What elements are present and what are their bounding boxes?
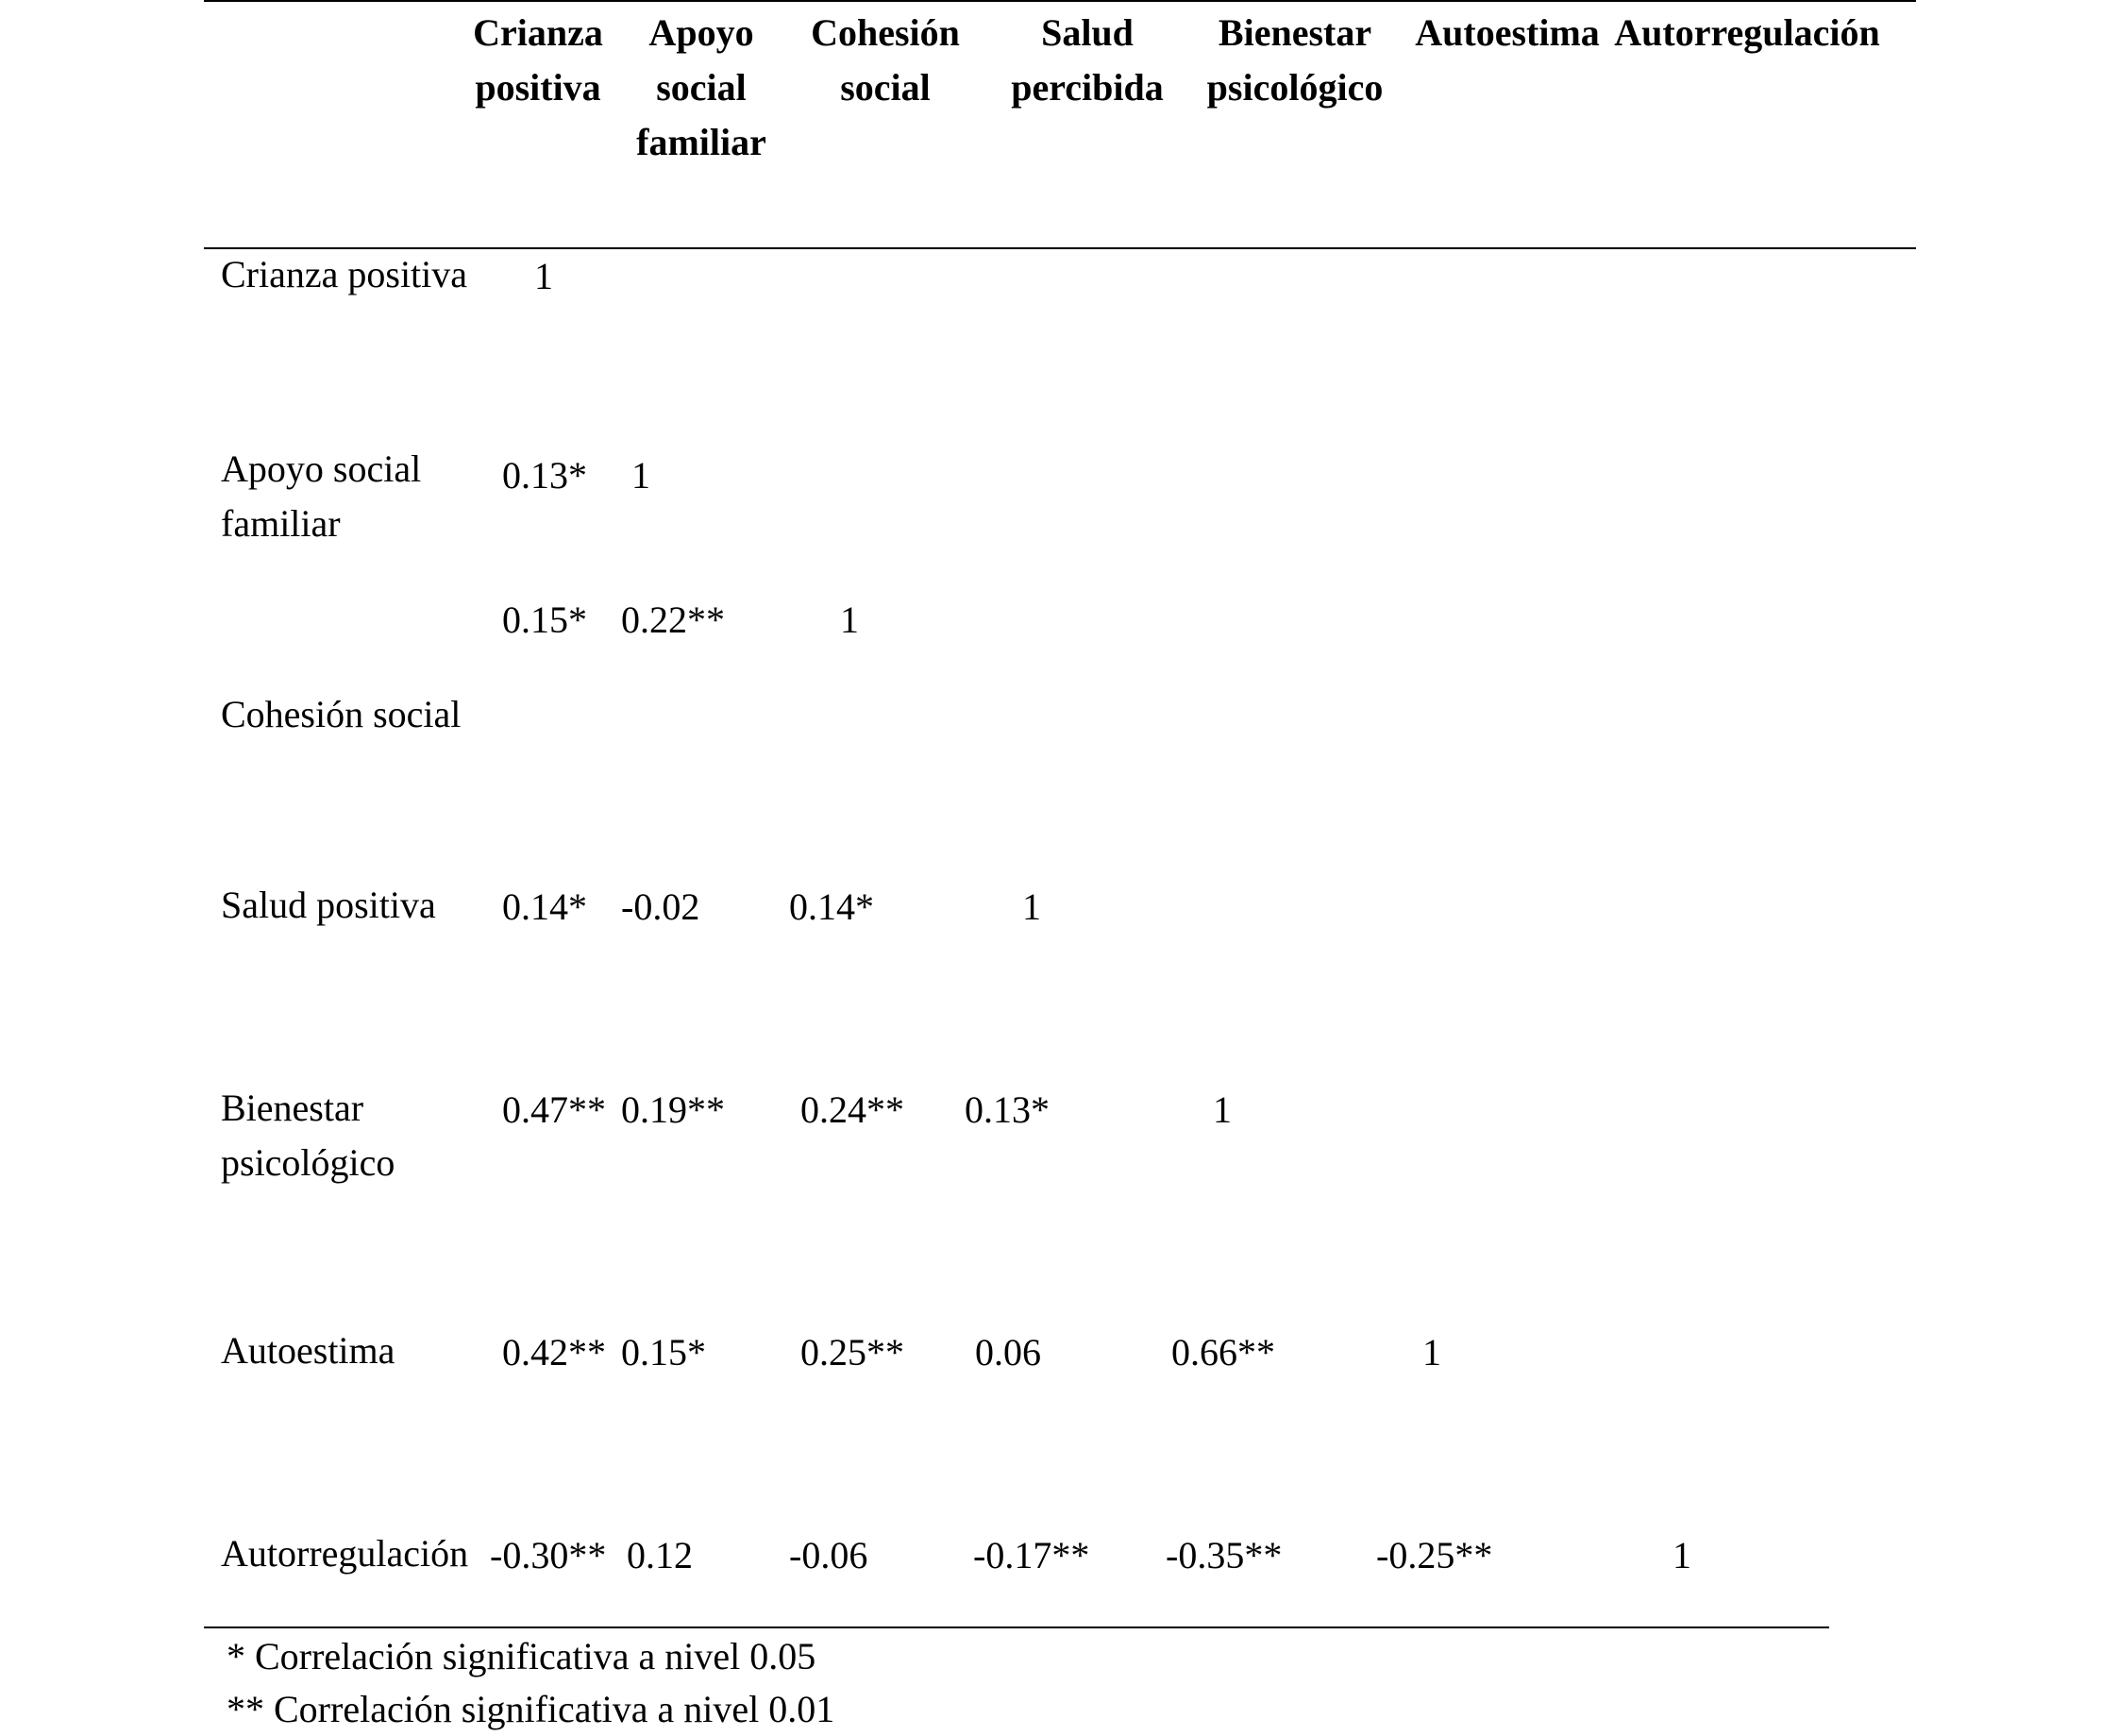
row-label-apoyo-social-familiar: Apoyo social familiar xyxy=(221,447,422,545)
table-cell: 0.15* xyxy=(621,1331,706,1374)
column-header-cohesion-social: Cohesión social xyxy=(811,11,960,109)
table-cell: 1 xyxy=(1422,1331,1441,1374)
row-label-autorregulacion: Autorregulación xyxy=(221,1532,469,1575)
footnote-significance-005: * Correlación significativa a nivel 0.05 xyxy=(227,1635,816,1677)
row-label-salud-positiva: Salud positiva xyxy=(221,884,436,926)
table-cell: 1 xyxy=(1213,1088,1232,1131)
table-cell: -0.17** xyxy=(973,1534,1090,1576)
table-cell: 0.14* xyxy=(502,885,587,928)
table-top-rule xyxy=(204,0,1916,2)
column-header-crianza-positiva: Crianza positiva xyxy=(473,11,603,109)
table-cell: -0.30** xyxy=(490,1534,607,1576)
table-cell: 0.13* xyxy=(965,1088,1050,1131)
row-label-crianza-positiva: Crianza positiva xyxy=(221,253,468,295)
table-cell: -0.35** xyxy=(1166,1534,1283,1576)
table-cell: 0.22** xyxy=(621,598,725,641)
table-cell: 0.15* xyxy=(502,598,587,641)
footnote-significance-001: ** Correlación significativa a nivel 0.01 xyxy=(227,1688,835,1730)
column-header-apoyo-social-familiar: Apoyo social familiar xyxy=(636,11,766,163)
table-cell: 0.47** xyxy=(502,1088,606,1131)
table-cell: 0.24** xyxy=(800,1088,904,1131)
row-label-bienestar-psicologico: Bienestar psicológico xyxy=(221,1087,395,1184)
column-header-autoestima: Autoestima xyxy=(1415,11,1600,54)
table-bottom-rule xyxy=(204,1626,1829,1628)
column-header-bienestar-psicologico: Bienestar psicológico xyxy=(1206,11,1384,109)
table-cell: 1 xyxy=(1022,885,1041,928)
table-cell: 0.13* xyxy=(502,454,587,497)
table-cell: 0.14* xyxy=(789,885,874,928)
column-header-salud-percibida: Salud percibida xyxy=(1011,11,1164,109)
table-cell: 1 xyxy=(534,255,553,297)
table-cell: 1 xyxy=(631,454,650,497)
table-cell: 1 xyxy=(1673,1534,1691,1576)
table-cell: 0.06 xyxy=(975,1331,1041,1374)
table-cell: 0.12 xyxy=(627,1534,693,1576)
row-label-cohesion-social: Cohesión social xyxy=(221,693,462,735)
table-cell: 0.19** xyxy=(621,1088,725,1131)
table-cell: 0.25** xyxy=(800,1331,904,1374)
table-cell: -0.25** xyxy=(1376,1534,1493,1576)
column-header-autorregulacion: Autorregulación xyxy=(1614,11,1880,54)
table-cell: 0.66** xyxy=(1171,1331,1275,1374)
table-cell: -0.06 xyxy=(789,1534,868,1576)
table-cell: -0.02 xyxy=(621,885,700,928)
table-cell: 1 xyxy=(840,598,859,641)
table-cell: 0.42** xyxy=(502,1331,606,1374)
row-label-autoestima: Autoestima xyxy=(221,1329,395,1372)
